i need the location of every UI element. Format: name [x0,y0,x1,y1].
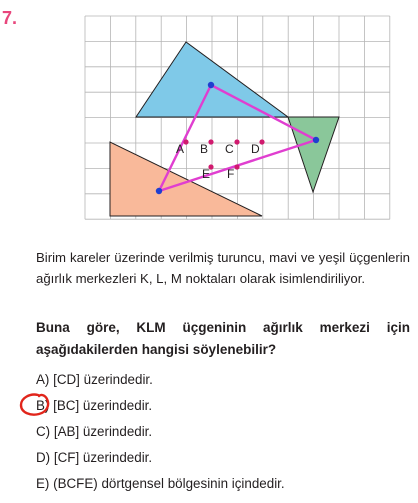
point-label-e: E [202,167,211,181]
choice-c-text: [AB] üzerindedir. [53,424,153,439]
choice-e-text: (BCFE) dörtgensel bölgesinin içindedir. [53,476,285,491]
point-label-a: A [176,142,185,156]
choice-e-letter: E) [36,476,50,491]
point-label-b: B [200,142,209,156]
choice-d-letter: D) [36,450,51,465]
choice-a-letter: A) [36,372,50,387]
question-text: Buna göre, KLM üçgeninin ağırlık merkezi için aşağıdakilerden hangisi söylenebilir? [36,320,410,357]
question-number: 7. [2,8,18,28]
problem-paragraph: Birim kareler üzerinde verilmiş turuncu, mavi ve yeşil üçgenlerin ağırlık merkezleri K, L, M noktaları olarak isimlendiriliyor. [36,250,410,286]
choice-d-text: [CF] üzerindedir. [53,450,153,465]
point-label-d: D [251,142,260,156]
choice-a-text: [CD] üzerindedir. [53,372,153,387]
choice-b-text: [BC] üzerindedir. [53,398,153,413]
choice-c-letter: C) [36,424,51,439]
red-circle-mark [21,395,48,415]
choice-b-letter: B) [36,398,50,413]
point-label-f: F [227,167,235,181]
point-label-c: C [225,142,234,156]
